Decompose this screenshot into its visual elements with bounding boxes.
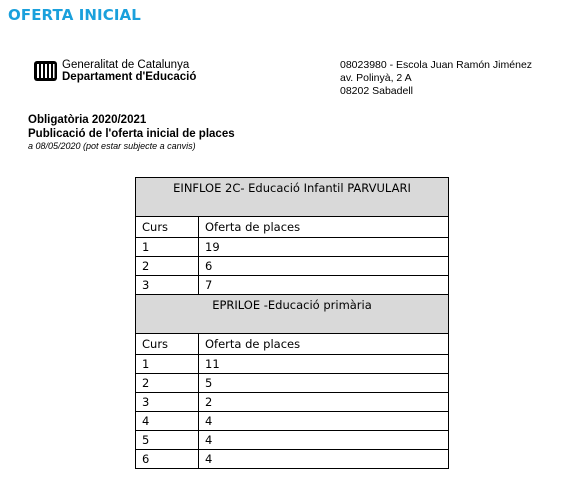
page-title: OFERTA INICIAL <box>8 6 141 24</box>
document-heading <box>28 113 235 152</box>
table-row <box>136 450 449 469</box>
school-address <box>340 59 532 98</box>
section-header-row <box>136 178 449 217</box>
logo-line-2: Departament d'Educació <box>62 71 197 83</box>
cell-oferta: 4 <box>199 450 449 469</box>
cell-oferta: 4 <box>199 412 449 431</box>
cell-oferta: 4 <box>199 431 449 450</box>
cell-oferta: 7 <box>199 276 449 295</box>
cell-oferta: 5 <box>199 374 449 393</box>
column-header-row <box>136 217 449 238</box>
heading-date-note: a 08/05/2020 (pot estar subjecte a canvis) <box>28 141 196 151</box>
cell-curs: 3 <box>136 276 199 295</box>
school-street: av. Polinyà, 2 A <box>340 72 412 84</box>
cell-curs: 2 <box>136 374 199 393</box>
table-row <box>136 374 449 393</box>
table-row <box>136 412 449 431</box>
section-title: EINFLOE 2C- Educació Infantil PARVULARI <box>136 178 449 217</box>
column-header-oferta: Oferta de places <box>199 334 449 355</box>
cell-curs: 6 <box>136 450 199 469</box>
table-row <box>136 276 449 295</box>
section-title: EPRILOE -Educació primària <box>136 295 449 334</box>
column-header-curs: Curs <box>136 217 199 238</box>
school-city: 08202 Sabadell <box>340 85 413 97</box>
generalitat-logo <box>34 59 196 83</box>
cell-curs: 3 <box>136 393 199 412</box>
heading-publication: Publicació de l'oferta inicial de places <box>28 128 235 140</box>
logo-line-1: Generalitat de Catalunya <box>62 59 190 71</box>
table-row <box>136 393 449 412</box>
cell-oferta: 6 <box>199 257 449 276</box>
cell-curs: 5 <box>136 431 199 450</box>
school-code-name: 08023980 - Escola Juan Ramón Jiménez <box>340 59 533 71</box>
table-row <box>136 238 449 257</box>
cell-curs: 2 <box>136 257 199 276</box>
heading-course-year: Obligatòria 2020/2021 <box>28 114 147 126</box>
cell-curs: 4 <box>136 412 199 431</box>
column-header-row <box>136 334 449 355</box>
table-row <box>136 431 449 450</box>
cell-oferta: 11 <box>199 355 449 374</box>
cell-curs: 1 <box>136 355 199 374</box>
cell-curs: 1 <box>136 238 199 257</box>
places-offer-table <box>135 177 449 469</box>
cell-oferta: 2 <box>199 393 449 412</box>
column-header-oferta: Oferta de places <box>199 217 449 238</box>
table-row <box>136 257 449 276</box>
table-row <box>136 355 449 374</box>
section-header-row <box>136 295 449 334</box>
generalitat-emblem-icon <box>34 61 57 81</box>
cell-oferta: 19 <box>199 238 449 257</box>
column-header-curs: Curs <box>136 334 199 355</box>
